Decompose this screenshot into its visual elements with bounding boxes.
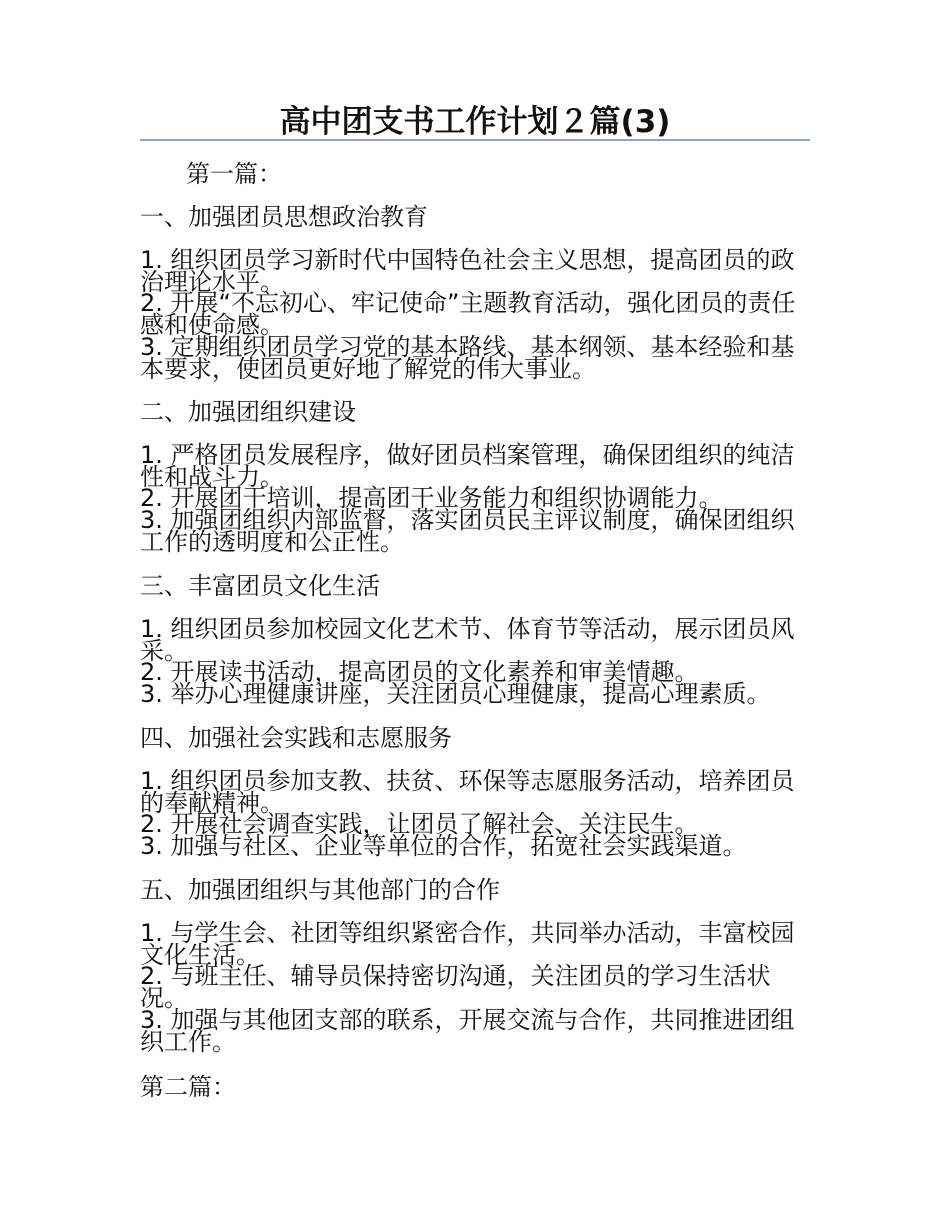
section-1-heading: 一、加强团员思想政治教育: [140, 203, 428, 231]
section-2-item-3: 3. 加强团组织内部监督，落实团员民主评议制度，确保团组织工作的透明度和公正性。: [140, 506, 795, 556]
section-4-item-1: 1. 组织团员参加支教、扶贫、环保等志愿服务活动，培养团员的奉献精神。: [140, 767, 795, 817]
section-3-item-1: 1. 组织团员参加校园文化艺术节、体育节等活动，展示团员风采。: [140, 615, 795, 665]
section-5-item-3: 3. 加强与其他团支部的联系，开展交流与合作，共同推进团组织工作。: [140, 1006, 795, 1056]
section-4-item-2: 2. 开展社会调查实践，让团员了解社会、关注民生。: [140, 810, 699, 838]
title-underline: [140, 139, 810, 141]
section-4-heading: 四、加强社会实践和志愿服务: [140, 724, 452, 752]
section-1-item-2: 2. 开展“不忘初心、牢记使命”主题教育活动，强化团员的责任感和使命感。: [140, 289, 796, 339]
section-5-item-2: 2. 与班主任、辅导员保持密切沟通，关注团员的学习生活状况。: [140, 962, 771, 1012]
part-two-heading: 第二篇：: [140, 1073, 236, 1101]
section-2-heading: 二、加强团组织建设: [140, 398, 356, 426]
section-2-item-2: 2. 开展团干培训，提高团干业务能力和组织协调能力。: [140, 484, 723, 512]
section-3-heading: 三、丰富团员文化生活: [140, 572, 380, 600]
document-title: 高中团支书工作计划２篇(3): [279, 104, 671, 140]
section-3-item-3: 3. 举办心理健康讲座，关注团员心理健康，提高心理素质。: [140, 680, 771, 708]
section-5-item-1: 1. 与学生会、社团等组织紧密合作，共同举办活动，丰富校园文化生活。: [140, 919, 795, 969]
section-1-item-3: 3. 定期组织团员学习党的基本路线、基本纲领、基本经验和基本要求，使团员更好地了解党的伟大事业。: [140, 333, 795, 383]
section-1-item-1: 1. 组织团员学习新时代中国特色社会主义思想，提高团员的政治理论水平。: [140, 246, 795, 296]
section-2-item-1: 1. 严格团员发展程序，做好团员档案管理，确保团组织的纯洁性和战斗力。: [140, 441, 795, 491]
section-3-item-2: 2. 开展读书活动，提高团员的文化素养和审美情趣。: [140, 658, 699, 686]
section-4-item-3: 3. 加强与社区、企业等单位的合作，拓宽社会实践渠道。: [140, 832, 747, 860]
part-one-heading: 第一篇：: [186, 160, 282, 188]
section-5-heading: 五、加强团组织与其他部门的合作: [140, 876, 500, 904]
